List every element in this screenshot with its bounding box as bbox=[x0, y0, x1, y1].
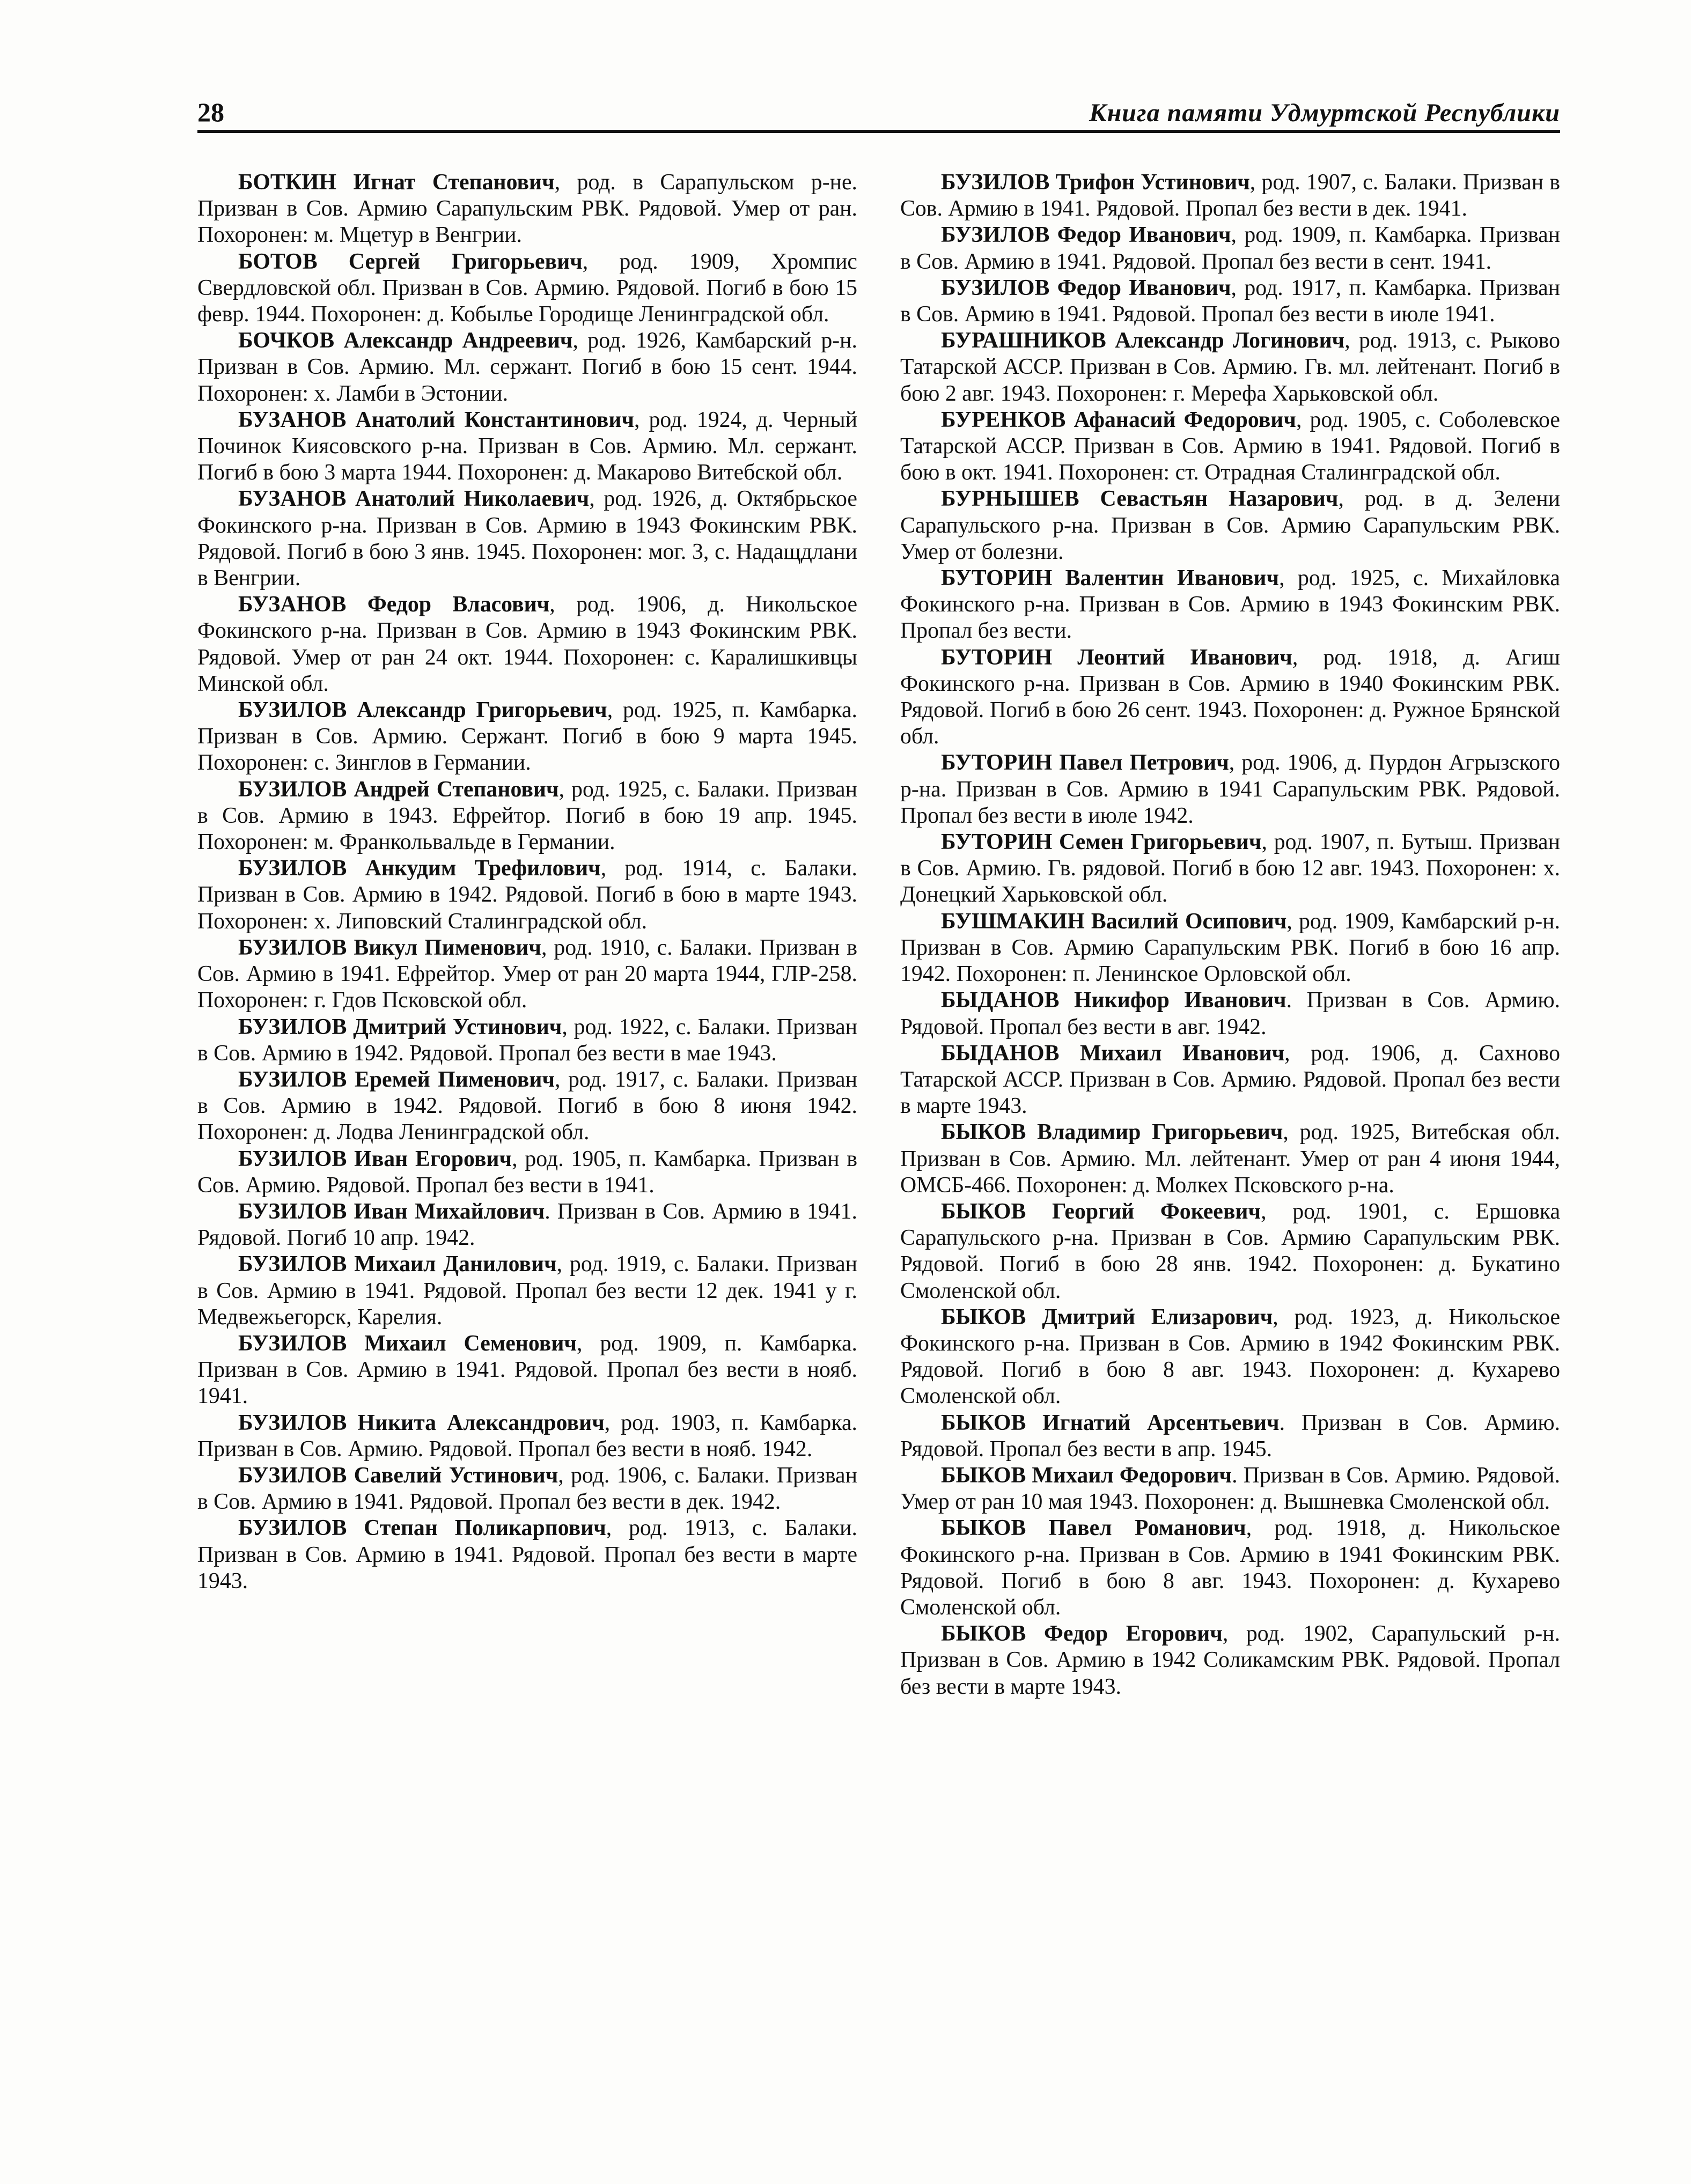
memorial-entry bbox=[197, 1463, 857, 1515]
memorial-entry bbox=[900, 565, 1560, 645]
memorial-entry bbox=[900, 1621, 1560, 1700]
entry-details: . Призван в Сов. Армию в 1941. Рядовой. Погиб 10 апр. 1942. bbox=[197, 1199, 857, 1251]
entry-details: , род. 1909, п. Камбарка. Призван в Сов. Армию в 1941. Рядовой. Пропал без вести в нояб. 1941. bbox=[197, 1331, 857, 1409]
memorial-entry bbox=[900, 222, 1560, 275]
entry-details: , род. 1913, с. Рыково Татарской АССР. Призван в Сов. Армию. Гв. мл. лейтенант. Погиб в бою 2 авг. 1943. Похоронен: г. Мерефа Харьковской обл. bbox=[900, 328, 1560, 406]
person-name: БУЗИЛОВ Иван Егорович bbox=[238, 1146, 512, 1171]
memorial-entry bbox=[900, 1515, 1560, 1621]
person-name: БУЗИЛОВ Андрей Степанович bbox=[238, 777, 559, 802]
entry-details: , род. 1926, д. Октябрьское Фокинского р-на. Призван в Сов. Армию в 1943 Фокинским РВК. Рядовой. Погиб в бою 3 янв. 1945. Похоронен: мог. 3, с. Надащдлани в Венгрии. bbox=[197, 486, 857, 591]
entry-details: , род. 1923, д. Никольское Фокинского р-на. Призван в Сов. Армию в 1942 Фокинским РВК. Рядовой. Погиб в бою 8 авг. 1943. Похоронен: д. Кухарево Смоленской обл. bbox=[900, 1304, 1560, 1409]
entry-details: . Призван в Сов. Армию. Рядовой. Умер от ран 10 мая 1943. Похоронен: д. Вышневка Смоленской обл. bbox=[900, 1463, 1561, 1515]
entry-details: , род. 1914, с. Балаки. Призван в Сов. Армию в 1942. Рядовой. Погиб в бою в марте 1943. Похоронен: х. Липовский Сталинградской обл. bbox=[197, 856, 857, 934]
entry-details: , род. 1909, Камбарский р-н. Призван в Сов. Армию Сарапульским РВК. Погиб в бою 16 апр. 1942. Похоронен: п. Ленинское Орловской обл. bbox=[900, 909, 1561, 987]
memorial-entry bbox=[900, 1199, 1560, 1304]
entry-details: , род. 1919, с. Балаки. Призван в Сов. Армию в 1941. Рядовой. Пропал без вести 12 дек. 1941 у г. Медвежьегорск, Карелия. bbox=[197, 1252, 857, 1330]
person-name: БУТОРИН Валентин Иванович bbox=[941, 566, 1280, 591]
entry-details: , род. 1906, с. Балаки. Призван в Сов. Армию в 1941. Рядовой. Пропал без вести в дек. 1942. bbox=[197, 1463, 857, 1515]
person-name: БУРАШНИКОВ Александр Логинович bbox=[941, 328, 1345, 353]
person-name: БУЗИЛОВ Савелий Устинович bbox=[238, 1463, 558, 1488]
memorial-entry bbox=[900, 1119, 1560, 1199]
running-title: Книга памяти Удмуртской Республики bbox=[1089, 99, 1560, 127]
memorial-entry bbox=[900, 829, 1560, 909]
memorial-entry bbox=[197, 1251, 857, 1331]
memorial-entry bbox=[197, 486, 857, 592]
memorial-entry bbox=[900, 1463, 1560, 1515]
memorial-entry bbox=[197, 169, 857, 249]
entry-details: , род. 1901, с. Ершовка Сарапульского р-на. Призван в Сов. Армию Сарапульским РВК. Рядовой. Погиб в бою 28 янв. 1942. Похоронен: д. Букатино Смоленской обл. bbox=[900, 1199, 1560, 1303]
person-name: БЫДАНОВ Михаил Иванович bbox=[941, 1041, 1285, 1066]
person-name: БУЗИЛОВ Анкудим Трефилович bbox=[238, 856, 601, 881]
entry-details: , род. 1906, д. Пурдон Агрызского р-на. Призван в Сов. Армию в 1941 Сарапульским РВК. Рядовой. Пропал без вести в июле 1942. bbox=[900, 750, 1560, 828]
memorial-entry bbox=[197, 1515, 857, 1595]
memorial-entry bbox=[900, 328, 1560, 407]
person-name: БОТКИН Игнат Степанович bbox=[238, 170, 555, 195]
memorial-entry bbox=[900, 645, 1560, 750]
person-name: БЫДАНОВ Никифор Иванович bbox=[941, 988, 1286, 1013]
person-name: БУЗАНОВ Анатолий Константинович bbox=[238, 407, 635, 432]
entry-details: , род. 1907, п. Бутыш. Призван в Сов. Армию. Гв. рядовой. Погиб в бою 12 авг. 1943. Похоронен: х. Донецкий Харьковской обл. bbox=[900, 830, 1560, 907]
text-columns bbox=[197, 169, 1560, 1700]
entry-details: , род. 1925, п. Камбарка. Призван в Сов. Армию. Сержант. Погиб в бою 9 марта 1945. Похоронен: с. Зинглов в Германии. bbox=[197, 698, 858, 776]
memorial-entry bbox=[900, 1304, 1560, 1410]
entry-details: , род. 1903, п. Камбарка. Призван в Сов. Армию. Рядовой. Пропал без вести в нояб. 1942. bbox=[197, 1410, 857, 1462]
memorial-entry bbox=[900, 1041, 1560, 1120]
person-name: БУЗИЛОВ Федор Иванович bbox=[941, 223, 1231, 248]
memorial-entry bbox=[197, 777, 857, 856]
person-name: БОЧКОВ Александр Андреевич bbox=[238, 328, 573, 353]
memorial-entry bbox=[900, 909, 1560, 988]
person-name: БУЗИЛОВ Федор Иванович bbox=[941, 275, 1231, 300]
person-name: БУТОРИН Павел Петрович bbox=[941, 750, 1229, 776]
person-name: БУЗАНОВ Федор Власович bbox=[238, 592, 550, 617]
entry-details: , род. 1925, с. Михайловка Фокинского р-на. Призван в Сов. Армию в 1943 Фокинским РВК. Пропал без вести. bbox=[900, 566, 1560, 644]
person-name: БУТОРИН Леонтий Иванович bbox=[941, 645, 1292, 670]
memorial-entry bbox=[197, 407, 857, 486]
memorial-entry bbox=[197, 935, 857, 1014]
entry-details: , род. 1906, д. Сахново Татарской АССР. Призван в Сов. Армию. Рядовой. Пропал без вести в марте 1943. bbox=[900, 1041, 1560, 1119]
person-name: БЫКОВ Георгий Фокеевич bbox=[941, 1199, 1261, 1224]
entry-details: , род. 1917, с. Балаки. Призван в Сов. Армию в 1942. Рядовой. Погиб в бою 8 июня 1942. Похоронен: д. Лодва Ленинградской обл. bbox=[197, 1067, 857, 1145]
entry-details: , род. 1905, с. Соболевское Татарской АССР. Призван в Сов. Армию в 1941. Рядовой. Погиб в бою в окт. 1941. Похоронен: ст. Отрадная Сталинградской обл. bbox=[900, 407, 1560, 485]
entry-details: , род. 1925, Витебская обл. Призван в Сов. Армию. Мл. лейтенант. Умер от ран 4 июня 1944, ОМСБ-466. Похоронен: д. Молкех Псковского р-на. bbox=[900, 1120, 1561, 1198]
entry-details: , род. 1918, д. Никольское Фокинского р-на. Призван в Сов. Армию в 1941 Фокинским РВК. Рядовой. Погиб в бою 8 авг. 1943. Похоронен: д. Кухарево Смоленской обл. bbox=[900, 1516, 1560, 1620]
entry-details: , род. 1910, с. Балаки. Призван в Сов. Армию в 1941. Ефрейтор. Умер от ран 20 марта 1944, ГЛР-258. Похоронен: г. Гдов Псковской обл. bbox=[197, 935, 857, 1013]
person-name: БОТОВ Сергей Григорьевич bbox=[238, 249, 583, 274]
memorial-entry bbox=[900, 275, 1560, 328]
memorial-entry bbox=[197, 697, 857, 777]
person-name: БУЗИЛОВ Иван Михайлович bbox=[238, 1199, 545, 1224]
entry-details: , род. в д. Зелени Сарапульского р-на. Призван в Сов. Армию Сарапульским РВК. Умер от болезни. bbox=[900, 486, 1561, 564]
entry-details: , род. 1906, д. Никольское Фокинского р-на. Призван в Сов. Армию в 1943 Фокинским РВК. Рядовой. Умер от ран 24 окт. 1944. Похоронен: с. Каралишкивцы Минской обл. bbox=[197, 592, 857, 696]
person-name: БУЗИЛОВ Александр Григорьевич bbox=[238, 698, 607, 723]
entry-details: , род. 1922, с. Балаки. Призван в Сов. Армию в 1942. Рядовой. Пропал без вести в мае 1943. bbox=[197, 1014, 857, 1066]
memorial-entry bbox=[197, 328, 857, 407]
entry-details: , род. 1917, п. Камбарка. Призван в Сов. Армию в 1941. Рядовой. Пропал без вести в июле 1941. bbox=[900, 275, 1560, 327]
person-name: БЫКОВ Игнатий Арсентьевич bbox=[941, 1410, 1280, 1435]
entry-details: . Призван в Сов. Армию. Рядовой. Пропал без вести в авг. 1942. bbox=[900, 988, 1560, 1039]
memorial-entry bbox=[197, 592, 857, 697]
memorial-entry bbox=[197, 1410, 857, 1463]
right-column bbox=[900, 169, 1560, 1700]
memorial-entry bbox=[900, 1410, 1560, 1463]
person-name: БУТОРИН Семен Григорьевич bbox=[941, 830, 1262, 855]
memorial-entry bbox=[900, 169, 1560, 222]
memorial-entry bbox=[900, 407, 1560, 486]
memorial-entry bbox=[197, 1199, 857, 1251]
person-name: БЫКОВ Владимир Григорьевич bbox=[941, 1120, 1283, 1145]
page-header bbox=[197, 85, 1560, 128]
person-name: БУРНЫШЕВ Севастьян Назарович bbox=[941, 486, 1339, 512]
person-name: БУРЕНКОВ Афанасий Федорович bbox=[941, 407, 1296, 432]
memorial-entry bbox=[197, 1067, 857, 1146]
memorial-entry bbox=[900, 486, 1560, 565]
person-name: БУЗИЛОВ Никита Александрович bbox=[238, 1410, 605, 1435]
entry-details: , род. 1925, с. Балаки. Призван в Сов. Армию в 1943. Ефрейтор. Погиб в бою 19 апр. 1945. Похоронен: м. Франкольвальде в Германии. bbox=[197, 777, 857, 855]
memorial-entry bbox=[197, 1014, 857, 1067]
person-name: БУЗИЛОВ Михаил Семенович bbox=[238, 1331, 577, 1356]
person-name: БУЗАНОВ Анатолий Николаевич bbox=[238, 486, 590, 512]
entry-details: , род. 1918, д. Агиш Фокинского р-на. Призван в Сов. Армию в 1940 Фокинским РВК. Рядовой. Погиб в бою 26 сент. 1943. Похоронен: д. Ружное Брянской обл. bbox=[900, 645, 1560, 749]
memorial-entry bbox=[197, 1146, 857, 1199]
entry-details: , род. 1909, Хромпис Свердловской обл. Призван в Сов. Армию. Рядовой. Погиб в бою 15 февр. 1944. Похоронен: д. Кобылье Городище Ленинградской обл. bbox=[197, 249, 857, 327]
memorial-entry bbox=[197, 249, 857, 328]
header-rule bbox=[197, 130, 1560, 133]
person-name: БУШМАКИН Василий Осипович bbox=[941, 909, 1287, 934]
memorial-entry bbox=[900, 750, 1560, 829]
person-name: БЫКОВ Михаил Федорович bbox=[941, 1463, 1232, 1488]
entry-details: , род. 1913, с. Балаки. Призван в Сов. Армию в 1941. Рядовой. Пропал без вести в марте 1943. bbox=[197, 1516, 857, 1593]
entry-details: , род. 1909, п. Камбарка. Призван в Сов. Армию в 1941. Рядовой. Пропал без вести в сент. 1941. bbox=[900, 223, 1560, 274]
entry-details: , род. 1926, Камбарский р-н. Призван в Сов. Армию. Мл. сержант. Погиб в бою 15 сент. 1944. Похоронен: х. Ламби в Эстонии. bbox=[197, 328, 857, 406]
memorial-entry bbox=[900, 987, 1560, 1040]
entry-details: . Призван в Сов. Армию. Рядовой. Пропал без вести в апр. 1945. bbox=[900, 1410, 1561, 1462]
person-name: БУЗИЛОВ Еремей Пименович bbox=[238, 1067, 555, 1092]
person-name: БУЗИЛОВ Трифон Устинович bbox=[941, 170, 1250, 195]
memorial-entry bbox=[197, 1331, 857, 1410]
person-name: БУЗИЛОВ Степан Поликарпович bbox=[238, 1516, 606, 1541]
person-name: БУЗИЛОВ Викул Пименович bbox=[238, 935, 541, 960]
entry-details: , род. 1924, д. Черный Починок Киясовского р-на. Призван в Сов. Армию. Мл. сержант. Погиб в бою 3 марта 1944. Похоронен: д. Макарово Витебской обл. bbox=[197, 407, 857, 485]
person-name: БЫКОВ Дмитрий Елизарович bbox=[941, 1304, 1273, 1330]
person-name: БЫКОВ Федор Егорович bbox=[941, 1621, 1223, 1647]
memorial-entry bbox=[197, 855, 857, 935]
left-column bbox=[197, 169, 857, 1700]
person-name: БЫКОВ Павел Романович bbox=[941, 1516, 1246, 1541]
page-number: 28 bbox=[197, 97, 224, 127]
entry-details: , род. 1907, с. Балаки. Призван в Сов. Армию в 1941. Рядовой. Пропал без вести в дек. 1941. bbox=[900, 170, 1560, 222]
entry-details: , род. в Сарапульском р-не. Призван в Сов. Армию Сарапульским РВК. Рядовой. Умер от ран. Похоронен: м. Мцетур в Венгрии. bbox=[197, 170, 857, 248]
entry-details: , род. 1902, Сарапульский р-н. Призван в Сов. Армию в 1942 Соликамским РВК. Рядовой. Пропал без вести в марте 1943. bbox=[900, 1621, 1560, 1699]
entry-details: , род. 1905, п. Камбарка. Призван в Сов. Армию. Рядовой. Пропал без вести в 1941. bbox=[197, 1146, 857, 1198]
person-name: БУЗИЛОВ Михаил Данилович bbox=[238, 1252, 557, 1277]
person-name: БУЗИЛОВ Дмитрий Устинович bbox=[238, 1014, 562, 1039]
